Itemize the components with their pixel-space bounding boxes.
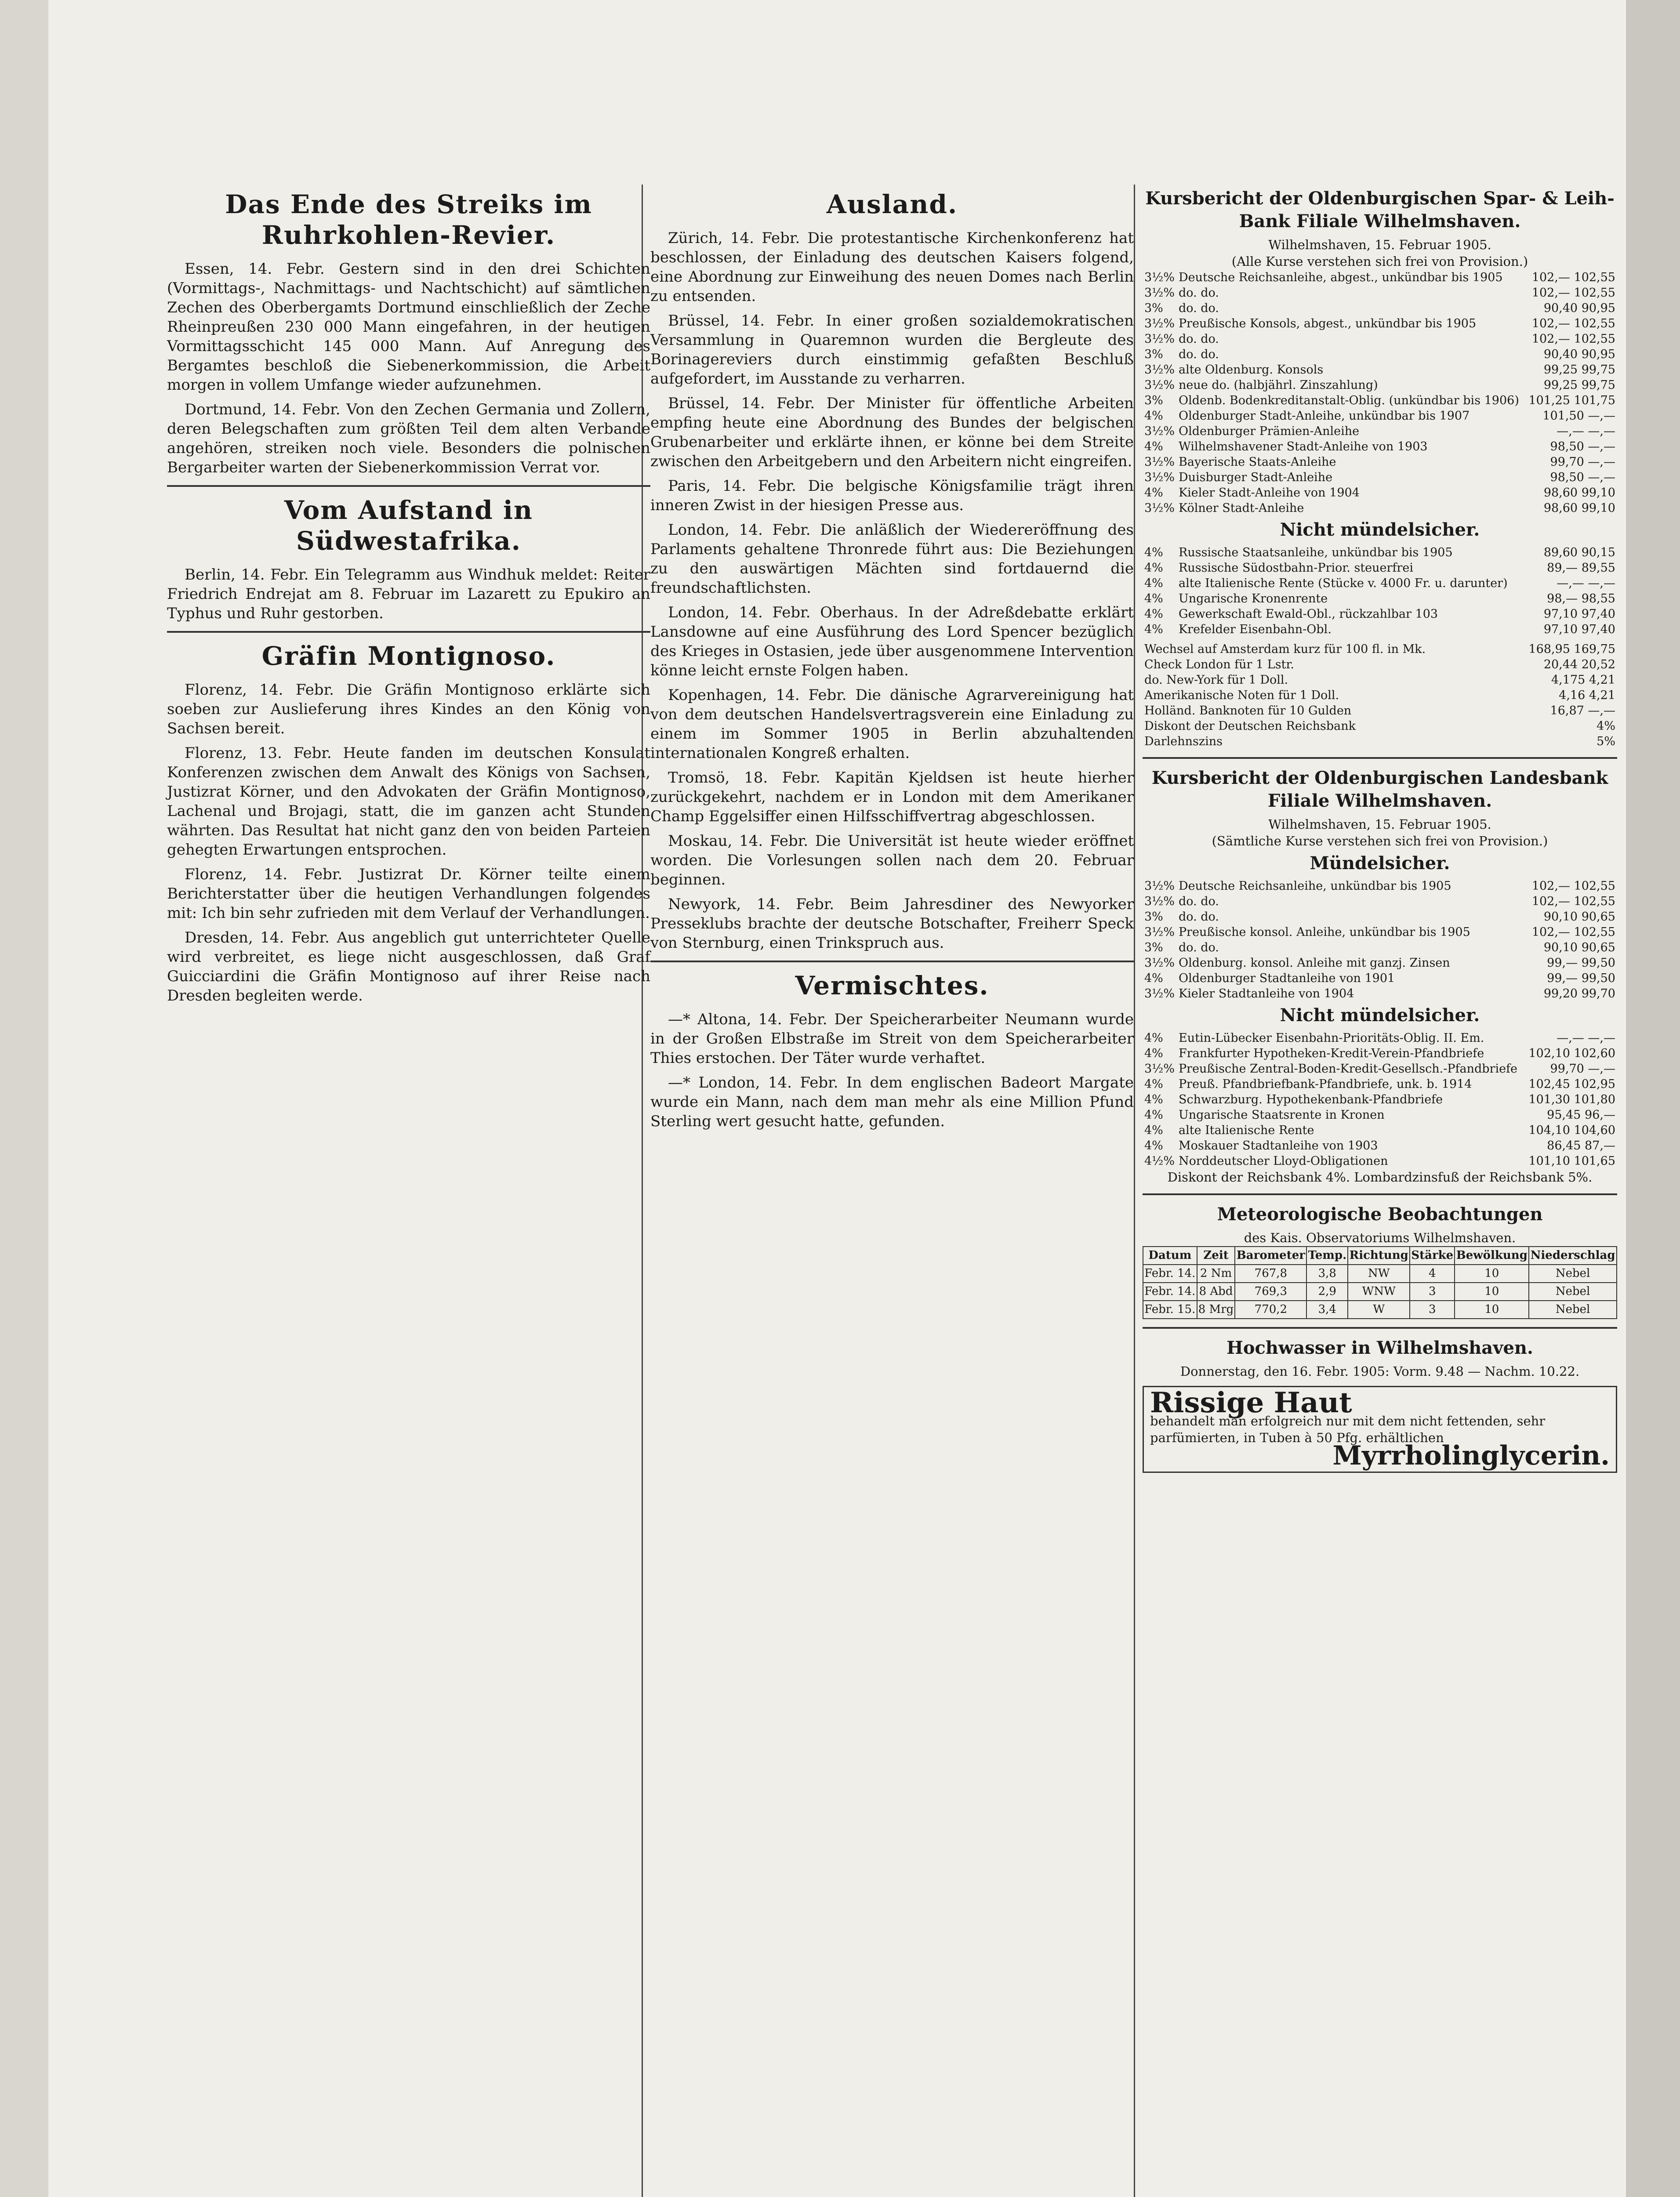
price-cell: 90,40 90,95 bbox=[1543, 348, 1615, 361]
security-name: do. do. bbox=[1179, 910, 1219, 924]
security-name: Russische Südostbahn-Prior. steuerfrei bbox=[1179, 561, 1413, 575]
security-name: Wilhelmshavener Stadt-Anleihe von 1903 bbox=[1179, 440, 1428, 453]
rate-cell: 4% bbox=[1144, 576, 1163, 590]
article-paragraph: Berlin, 14. Febr. Ein Telegramm aus Windhuk meldet: Reiter Friedrich Endrejat am 8. Februar im Lazarett zu Epukiro an Typhus und Ruhr gestorben. bbox=[167, 566, 650, 622]
rate-row bbox=[1143, 545, 1617, 560]
rate-cell: 3½% bbox=[1144, 879, 1175, 893]
rate-cell: 3% bbox=[1144, 301, 1163, 315]
rate-row bbox=[1143, 986, 1617, 1001]
security-name: alte Oldenburg. Konsols bbox=[1179, 363, 1324, 377]
separator bbox=[1143, 1327, 1617, 1329]
price-cell: 99,— 99,50 bbox=[1547, 956, 1615, 970]
headline-landesbank-report: Kursbericht der Oldenburgischen Landesbank Filiale Wilhelmshaven. bbox=[1151, 768, 1608, 811]
rate-cell: 4% bbox=[1144, 607, 1163, 621]
security-name: Kieler Stadt-Anleihe von 1904 bbox=[1179, 486, 1360, 500]
headline-meteorology: Meteorologische Beobachtungen bbox=[1217, 1204, 1543, 1225]
security-name: neue do. (halbjährl. Zinszahlung) bbox=[1179, 378, 1378, 392]
advertisement-box bbox=[1143, 1386, 1617, 1473]
security-name: Moskauer Stadtanleihe von 1903 bbox=[1179, 1139, 1378, 1153]
ad-text: behandelt man erfolgreich nur mit dem nicht fettenden, sehr parfümierten, in Tuben à 50 Pfg. erhältlichen bbox=[1150, 1414, 1546, 1445]
rate-cell: 3½% bbox=[1144, 956, 1175, 970]
security-name: do. do. bbox=[1179, 301, 1219, 315]
rate-row bbox=[1143, 909, 1617, 924]
security-name: do. do. bbox=[1179, 895, 1219, 908]
price-cell: 102,— 102,55 bbox=[1531, 332, 1615, 346]
rate-cell: 3½% bbox=[1144, 424, 1175, 438]
rate-row bbox=[1143, 500, 1617, 516]
rate-cell: 4% bbox=[1144, 409, 1163, 423]
price-cell: 101,50 —,— bbox=[1542, 409, 1615, 423]
price-cell: 99,70 —,— bbox=[1550, 1062, 1615, 1076]
weather-header: Zeit bbox=[1197, 1247, 1235, 1265]
weather-row bbox=[1143, 1265, 1617, 1283]
rate-row bbox=[1143, 470, 1617, 485]
price-cell: 102,— 102,55 bbox=[1531, 895, 1615, 908]
rate-cell: 3% bbox=[1144, 348, 1163, 361]
security-name: Duisburger Stadt-Anleihe bbox=[1179, 471, 1333, 484]
rate-cell: 3½% bbox=[1144, 455, 1175, 469]
headline-ruhr-strike: Das Ende des Streiks im Ruhrkohlen-Revier. bbox=[225, 189, 592, 250]
price-cell: 98,50 —,— bbox=[1550, 471, 1615, 484]
article-paragraph: Newyork, 14. Febr. Beim Jahresdiner des Newyorker Presseklubs brachte der deutsche Botschafter, Freiherr Speck von Sternburg, einen Trinkspruch aus. bbox=[650, 895, 1134, 952]
rate-row bbox=[1143, 894, 1617, 909]
rate-cell: 3½% bbox=[1144, 363, 1175, 377]
price-cell: 90,40 90,95 bbox=[1543, 301, 1615, 315]
rate-cell: 3½% bbox=[1144, 987, 1175, 1001]
rate-cell: 3% bbox=[1144, 910, 1163, 924]
rate-cell: 4% bbox=[1144, 1139, 1163, 1153]
rate-row bbox=[1143, 316, 1617, 331]
price-cell: 102,— 102,55 bbox=[1531, 879, 1615, 893]
security-name: Kieler Stadtanleihe von 1904 bbox=[1179, 987, 1354, 1001]
rate-cell: 3% bbox=[1144, 941, 1163, 954]
rate-row bbox=[1143, 393, 1617, 408]
price-cell: —,— —,— bbox=[1557, 424, 1615, 438]
rate-row bbox=[1143, 718, 1617, 734]
price-cell: 102,— 102,55 bbox=[1531, 286, 1615, 300]
price-cell: 16,87 —,— bbox=[1550, 704, 1615, 718]
rate-row bbox=[1143, 1030, 1617, 1046]
security-name: Preuß. Pfandbriefbank-Pfandbriefe, unk. b. 1914 bbox=[1179, 1077, 1472, 1091]
weather-header: Richtung bbox=[1348, 1247, 1410, 1265]
rate-cell: 4% bbox=[1144, 546, 1163, 559]
rate-row bbox=[1143, 560, 1617, 576]
price-cell: 102,— 102,55 bbox=[1531, 925, 1615, 939]
price-cell: 90,10 90,65 bbox=[1543, 910, 1615, 924]
weather-cell: WNW bbox=[1348, 1283, 1410, 1301]
rate-cell: 3½% bbox=[1144, 501, 1175, 515]
weather-cell: 10 bbox=[1455, 1301, 1529, 1319]
discount-note: Diskont der Reichsbank 4%. Lombardzinsfuß der Reichsbank 5%. bbox=[1167, 1170, 1593, 1185]
article-paragraph: Zürich, 14. Febr. Die protestantische Kirchenkonferenz hat beschlossen, der Einladung des deutschen Kaisers folgend, eine Abordnung zur Einweihung des neuen Domes nach Berlin zu entsenden. bbox=[650, 229, 1134, 305]
security-name: Oldenburger Stadtanleihe von 1901 bbox=[1179, 972, 1395, 985]
column-right bbox=[1143, 185, 1617, 1479]
price-cell: 104,10 104,60 bbox=[1528, 1124, 1615, 1137]
report-date: Wilhelmshaven, 15. Februar 1905. bbox=[1268, 237, 1491, 252]
price-cell: 4,16 4,21 bbox=[1559, 689, 1615, 702]
weather-header: Niederschlag bbox=[1529, 1247, 1617, 1265]
rate-cell: 3½% bbox=[1144, 1062, 1175, 1076]
weather-cell: 3,8 bbox=[1306, 1265, 1348, 1283]
rate-cell: 4% bbox=[1144, 1108, 1163, 1122]
meteorology-sub: des Kais. Observatoriums Wilhelmshaven. bbox=[1244, 1230, 1516, 1245]
weather-row bbox=[1143, 1301, 1617, 1319]
article-paragraph: Dortmund, 14. Febr. Von den Zechen Germania und Zollern, deren Belegschaften zum größten Teil dem alten Verbande angehören, streiken noch viele. Besonders die polnischen Bergarbeiter warten der Siebenerkommission Verrat vor. bbox=[167, 401, 650, 476]
price-cell: 102,— 102,55 bbox=[1531, 271, 1615, 284]
price-cell: 101,30 101,80 bbox=[1528, 1093, 1615, 1106]
price-cell: 99,25 99,75 bbox=[1543, 378, 1615, 392]
headline-ausland: Ausland. bbox=[826, 189, 958, 219]
article-paragraph: Paris, 14. Febr. Die belgische Königsfamilie trägt ihren inneren Zwist in der hiesigen Presse aus. bbox=[650, 477, 1134, 514]
rate-cell: 4% bbox=[1144, 1124, 1163, 1137]
price-cell: —,— —,— bbox=[1557, 1031, 1615, 1045]
price-cell: 89,60 90,15 bbox=[1543, 546, 1615, 559]
article-paragraph: Tromsö, 18. Febr. Kapitän Kjeldsen ist heute hierher zurückgekehrt, nachdem er in London mit dem Amerikaner Champ Eggelsiffer einen Hilfsschiffvertrag abgeschlossen. bbox=[650, 769, 1134, 825]
rate-cell: 3½% bbox=[1144, 332, 1175, 346]
security-name: Preußische Konsols, abgest., unkündbar bis 1905 bbox=[1179, 317, 1477, 330]
column-rule-2 bbox=[1134, 185, 1135, 2197]
weather-cell: 2,9 bbox=[1306, 1283, 1348, 1301]
weather-header: Barometer bbox=[1235, 1247, 1306, 1265]
exchange-table bbox=[1143, 642, 1617, 749]
rate-cell: 4% bbox=[1144, 561, 1163, 575]
price-cell: 4,175 4,21 bbox=[1551, 673, 1615, 687]
rates-table-4 bbox=[1143, 1030, 1617, 1169]
rate-row bbox=[1143, 642, 1617, 657]
security-name: do. New-York für 1 Doll. bbox=[1144, 673, 1288, 687]
weather-cell: NW bbox=[1348, 1265, 1410, 1283]
article-paragraph: —* London, 14. Febr. In dem englischen Badeort Margate wurde ein Mann, nach dem man mehr als eine Million Pfund Sterling wert gesucht hatte, gefunden. bbox=[650, 1074, 1134, 1130]
price-cell: 168,95 169,75 bbox=[1528, 642, 1615, 656]
rate-cell: 4% bbox=[1144, 1077, 1163, 1091]
rate-row bbox=[1143, 955, 1617, 971]
rate-row bbox=[1143, 270, 1617, 285]
ad-product: Myrrholinglycerin. bbox=[1332, 1440, 1610, 1471]
price-cell: 97,10 97,40 bbox=[1543, 607, 1615, 621]
price-cell: 101,10 101,65 bbox=[1528, 1154, 1615, 1168]
rate-row bbox=[1143, 672, 1617, 688]
security-name: do. do. bbox=[1179, 941, 1219, 954]
security-name: Oldenburger Stadt-Anleihe, unkündbar bis 1907 bbox=[1179, 409, 1470, 423]
security-name: Diskont der Deutschen Reichsbank bbox=[1144, 719, 1356, 733]
price-cell: 99,70 —,— bbox=[1550, 455, 1615, 469]
rate-row bbox=[1143, 485, 1617, 500]
report-note: (Alle Kurse verstehen sich frei von Provision.) bbox=[1231, 254, 1528, 269]
rate-cell: 3½% bbox=[1144, 471, 1175, 484]
rate-cell: 4½% bbox=[1144, 1154, 1175, 1168]
rate-cell: 3½% bbox=[1144, 925, 1175, 939]
rate-row bbox=[1143, 424, 1617, 439]
rates-table-1 bbox=[1143, 270, 1617, 516]
rate-row bbox=[1143, 1077, 1617, 1092]
rate-cell: 4% bbox=[1144, 972, 1163, 985]
weather-cell: 770,2 bbox=[1235, 1301, 1306, 1319]
weather-header: Bewölkung bbox=[1455, 1247, 1529, 1265]
rate-cell: 4% bbox=[1144, 440, 1163, 453]
rate-row bbox=[1143, 657, 1617, 672]
rate-row bbox=[1143, 1092, 1617, 1107]
page-left-edge bbox=[0, 0, 48, 2197]
subheading: Mündelsicher. bbox=[1310, 853, 1450, 874]
weather-table bbox=[1143, 1246, 1617, 1319]
book-spine bbox=[1626, 0, 1680, 2197]
rate-row bbox=[1143, 734, 1617, 749]
rate-cell: 4% bbox=[1144, 486, 1163, 500]
rate-row bbox=[1143, 591, 1617, 606]
security-name: do. do. bbox=[1179, 286, 1219, 300]
security-name: Norddeutscher Lloyd-Obligationen bbox=[1179, 1154, 1388, 1168]
price-cell: 4% bbox=[1597, 719, 1615, 733]
weather-cell: W bbox=[1348, 1301, 1410, 1319]
article-paragraph: London, 14. Febr. Oberhaus. In der Adreßdebatte erklärt Lansdowne auf eine Ausführung des Lord Spencer bezüglich des Krieges in Ostasien, jede über ausgenommene Intervention könne leicht ernste Folgen haben. bbox=[650, 604, 1134, 679]
article-paragraph: Brüssel, 14. Febr. In einer großen sozialdemokratischen Versammlung in Quaremnon wurden die Bergleute des Borinagereviers durch einstimmig gefaßten Beschluß aufgefordert, im Ausstande zu verharren. bbox=[650, 312, 1134, 388]
rate-cell: 3% bbox=[1144, 394, 1163, 407]
price-cell: 98,60 99,10 bbox=[1543, 486, 1615, 500]
separator bbox=[650, 961, 1134, 962]
weather-row bbox=[1143, 1283, 1617, 1301]
rate-cell: 3½% bbox=[1144, 286, 1175, 300]
weather-header: Temp. bbox=[1306, 1247, 1348, 1265]
article-paragraph: Florenz, 14. Febr. Justizrat Dr. Körner teilte einem Berichterstatter über die heutigen Verhandlungen folgendes mit: Ich bin sehr zufrieden mit dem Verlauf der Verhandlungen. bbox=[167, 866, 650, 922]
headline-tide: Hochwasser in Wilhelmshaven. bbox=[1226, 1338, 1533, 1358]
rate-row bbox=[1143, 1153, 1617, 1169]
article-paragraph: Moskau, 14. Febr. Die Universität ist heute wieder eröffnet worden. Die Vorlesungen sollen nach dem 20. Februar beginnen. bbox=[650, 832, 1134, 888]
security-name: Russische Staatsanleihe, unkündbar bis 1905 bbox=[1179, 546, 1453, 559]
subheading: Nicht mündelsicher. bbox=[1280, 519, 1480, 540]
price-cell: 97,10 97,40 bbox=[1543, 623, 1615, 636]
weather-cell: 3 bbox=[1410, 1301, 1455, 1319]
rate-cell: 3½% bbox=[1144, 271, 1175, 284]
weather-cell: 3 bbox=[1410, 1283, 1455, 1301]
security-name: Bayerische Staats-Anleihe bbox=[1179, 455, 1336, 469]
rate-row bbox=[1143, 688, 1617, 703]
rate-row bbox=[1143, 622, 1617, 637]
security-name: Deutsche Reichsanleihe, abgest., unkündbar bis 1905 bbox=[1179, 271, 1503, 284]
rate-row bbox=[1143, 1061, 1617, 1077]
rates-table-2 bbox=[1143, 545, 1617, 637]
report-date: Wilhelmshaven, 15. Februar 1905. bbox=[1268, 817, 1491, 832]
rate-cell: 3½% bbox=[1144, 378, 1175, 392]
headline-southwest-africa: Vom Aufstand in Südwestafrika. bbox=[284, 495, 533, 556]
rate-cell: 3½% bbox=[1144, 317, 1175, 330]
weather-cell: 10 bbox=[1455, 1283, 1529, 1301]
price-cell: 89,— 89,55 bbox=[1547, 561, 1615, 575]
price-cell: 5% bbox=[1597, 735, 1615, 748]
security-name: Preußische Zentral-Boden-Kredit-Gesellsch.-Pfandbriefe bbox=[1179, 1062, 1518, 1076]
rate-cell: 4% bbox=[1144, 1047, 1163, 1060]
rate-row bbox=[1143, 1123, 1617, 1138]
weather-cell: 767,8 bbox=[1235, 1265, 1306, 1283]
report-note: (Sämtliche Kurse verstehen sich frei von Provision.) bbox=[1212, 834, 1548, 848]
weather-cell: Nebel bbox=[1529, 1283, 1617, 1301]
security-name: Deutsche Reichsanleihe, unkündbar bis 1905 bbox=[1179, 879, 1451, 893]
rate-row bbox=[1143, 606, 1617, 622]
security-name: Frankfurter Hypotheken-Kredit-Verein-Pfandbriefe bbox=[1179, 1047, 1484, 1060]
price-cell: —,— —,— bbox=[1557, 576, 1615, 590]
rate-row bbox=[1143, 408, 1617, 424]
separator bbox=[167, 631, 650, 633]
article-paragraph: Brüssel, 14. Febr. Der Minister für öffentliche Arbeiten empfing heute eine Abordnung des Bundes der belgischen Grubenarbeiter und erklärte ihnen, er könne bei dem Streite zwischen den Arbeitgebern und den Arbeitern nicht eingreifen. bbox=[650, 395, 1134, 470]
separator bbox=[167, 485, 650, 487]
security-name: Kölner Stadt-Anleihe bbox=[1179, 501, 1304, 515]
security-name: Oldenburg. konsol. Anleihe mit ganzj. Zinsen bbox=[1179, 956, 1450, 970]
price-cell: 86,45 87,— bbox=[1547, 1139, 1615, 1153]
security-name: do. do. bbox=[1179, 332, 1219, 346]
rate-row bbox=[1143, 285, 1617, 301]
price-cell: 95,45 96,— bbox=[1547, 1108, 1615, 1122]
rate-row bbox=[1143, 377, 1617, 393]
column-middle bbox=[650, 185, 1134, 1136]
rate-row bbox=[1143, 301, 1617, 316]
rate-row bbox=[1143, 331, 1617, 347]
weather-header: Stärke bbox=[1410, 1247, 1455, 1265]
security-name: Ungarische Kronenrente bbox=[1179, 592, 1328, 605]
weather-cell: 10 bbox=[1455, 1265, 1529, 1283]
security-name: Gewerkschaft Ewald-Obl., rückzahlbar 103 bbox=[1179, 607, 1438, 621]
rate-row bbox=[1143, 924, 1617, 940]
article-paragraph: London, 14. Febr. Die anläßlich der Wiedereröffnung des Parlaments gehaltene Thronrede führt aus: Die Beziehungen zu den auswärtigen Mächten sind fortdauernd die freundschaftlichsten. bbox=[650, 521, 1134, 597]
article-paragraph: Florenz, 13. Febr. Heute fanden im deutschen Konsulat Konferenzen zwischen dem Anwalt des Königs von Sachsen, Justizrat Körner, und den Advokaten der Gräfin Montignoso, Lachenal und Brojagi, statt, die im ganzen acht Stunden währten. Das Resultat hat nicht ganz den von beiden Parteien gehegten Erwartungen entsprochen. bbox=[167, 744, 650, 859]
rate-row bbox=[1143, 439, 1617, 454]
security-name: alte Italienische Rente (Stücke v. 4000 Fr. u. darunter) bbox=[1179, 576, 1508, 590]
rate-row bbox=[1143, 454, 1617, 470]
weather-cell: Febr. 14. bbox=[1143, 1265, 1197, 1283]
security-name: Krefelder Eisenbahn-Obl. bbox=[1179, 623, 1332, 636]
rate-row bbox=[1143, 1138, 1617, 1153]
security-name: alte Italienische Rente bbox=[1179, 1124, 1314, 1137]
column-left bbox=[167, 185, 650, 1011]
weather-cell: Febr. 15. bbox=[1143, 1301, 1197, 1319]
rate-row bbox=[1143, 703, 1617, 718]
article-paragraph: Kopenhagen, 14. Febr. Die dänische Agrarvereinigung hat von dem deutschen Handelsvertragsverein eine Einladung zu einem im Sommer 1905 in Berlin abzuhaltenden internationalen Kongreß erhalten. bbox=[650, 686, 1134, 762]
article-paragraph: Florenz, 14. Febr. Die Gräfin Montignoso erklärte sich soeben zur Auslieferung ihres Kindes an den König von Sachsen bereit. bbox=[167, 681, 650, 737]
security-name: Oldenburger Prämien-Anleihe bbox=[1179, 424, 1360, 438]
rate-cell: 4% bbox=[1144, 592, 1163, 605]
rate-row bbox=[1143, 362, 1617, 377]
price-cell: 102,— 102,55 bbox=[1531, 317, 1615, 330]
rate-row bbox=[1143, 940, 1617, 955]
price-cell: 99,20 99,70 bbox=[1543, 987, 1615, 1001]
price-cell: 98,50 —,— bbox=[1550, 440, 1615, 453]
price-cell: 99,— 99,50 bbox=[1547, 972, 1615, 985]
separator bbox=[1143, 1193, 1617, 1195]
weather-cell: Febr. 14. bbox=[1143, 1283, 1197, 1301]
rate-row bbox=[1143, 347, 1617, 362]
security-name: Schwarzburg. Hypothekenbank-Pfandbriefe bbox=[1179, 1093, 1443, 1106]
rate-cell: 4% bbox=[1144, 1093, 1163, 1106]
price-cell: 102,45 102,95 bbox=[1528, 1077, 1615, 1091]
security-name: Oldenb. Bodenkreditanstalt-Oblig. (unkündbar bis 1906) bbox=[1179, 394, 1519, 407]
security-name: Preußische konsol. Anleihe, unkündbar bis 1905 bbox=[1179, 925, 1470, 939]
price-cell: 98,— 98,55 bbox=[1547, 592, 1615, 605]
price-cell: 98,60 99,10 bbox=[1543, 501, 1615, 515]
rate-row bbox=[1143, 1107, 1617, 1123]
weather-cell: 2 Nm bbox=[1197, 1265, 1235, 1283]
ad-headline: Rissige Haut bbox=[1150, 1386, 1352, 1419]
security-name: Holländ. Banknoten für 10 Gulden bbox=[1144, 704, 1352, 718]
weather-cell: Nebel bbox=[1529, 1265, 1617, 1283]
security-name: Ungarische Staatsrente in Kronen bbox=[1179, 1108, 1385, 1122]
rate-cell: 4% bbox=[1144, 1031, 1163, 1045]
tide-times: Donnerstag, den 16. Febr. 1905: Vorm. 9.48 — Nachm. 10.22. bbox=[1180, 1364, 1580, 1379]
article-paragraph: Essen, 14. Febr. Gestern sind in den drei Schichten (Vormittags-, Nachmittags- und Nachtschicht) auf sämtlichen Zechen des Oberbergamts Dortmund einschließlich der Zeche Rheinpreußen 230 000 Mann eingefahren, in der heutigen Vormittagsschicht 145 000 Mann. Auf Anregung des Bergamtes beschloß die Siebenerkommission, die Arbeit morgen in vollem Umfange wieder aufzunehmen. bbox=[167, 260, 650, 394]
price-cell: 102,10 102,60 bbox=[1528, 1047, 1615, 1060]
price-cell: 99,25 99,75 bbox=[1543, 363, 1615, 377]
rates-table-3 bbox=[1143, 878, 1617, 1001]
price-cell: 90,10 90,65 bbox=[1543, 941, 1615, 954]
security-name: Check London für 1 Lstr. bbox=[1144, 658, 1294, 671]
security-name: Eutin-Lübecker Eisenbahn-Prioritäts-Oblig. II. Em. bbox=[1179, 1031, 1484, 1045]
price-cell: 20,44 20,52 bbox=[1543, 658, 1615, 671]
weather-cell: 769,3 bbox=[1235, 1283, 1306, 1301]
weather-header: Datum bbox=[1143, 1247, 1197, 1265]
security-name: Amerikanische Noten für 1 Doll. bbox=[1144, 689, 1339, 702]
subheading: Nicht mündelsicher. bbox=[1280, 1005, 1480, 1026]
security-name: Wechsel auf Amsterdam kurz für 100 fl. in Mk. bbox=[1144, 642, 1426, 656]
weather-cell: 4 bbox=[1410, 1265, 1455, 1283]
rate-row bbox=[1143, 576, 1617, 591]
weather-cell: 8 Abd bbox=[1197, 1283, 1235, 1301]
article-paragraph: Dresden, 14. Febr. Aus angeblich gut unterrichteter Quelle wird verbreitet, es liege nicht ausgeschlossen, daß Graf Guicciardini die Gräfin Montignoso auf ihrer Reise nach Dresden begleiten werde. bbox=[167, 929, 650, 1004]
article-paragraph: —* Altona, 14. Febr. Der Speicherarbeiter Neumann wurde in der Großen Elbstraße im Streit von dem Speicherarbeiter Thies erstochen. Der Täter wurde verhaftet. bbox=[650, 1011, 1134, 1067]
rate-cell: 4% bbox=[1144, 623, 1163, 636]
headline-montignoso: Gräfin Montignoso. bbox=[261, 641, 556, 671]
rate-cell: 3½% bbox=[1144, 895, 1175, 908]
weather-cell: 3,4 bbox=[1306, 1301, 1348, 1319]
separator bbox=[1143, 757, 1617, 759]
headline-sparbank-report: Kursbericht der Oldenburgischen Spar- & Leih-Bank Filiale Wilhelmshaven. bbox=[1145, 188, 1615, 232]
security-name: do. do. bbox=[1179, 348, 1219, 361]
rate-row bbox=[1143, 1046, 1617, 1061]
headline-vermischtes: Vermischtes. bbox=[795, 971, 989, 1001]
rate-row bbox=[1143, 878, 1617, 894]
weather-cell: Nebel bbox=[1529, 1301, 1617, 1319]
rate-row bbox=[1143, 971, 1617, 986]
security-name: Darlehnszins bbox=[1144, 735, 1223, 748]
price-cell: 101,25 101,75 bbox=[1528, 394, 1615, 407]
weather-cell: 8 Mrg bbox=[1197, 1301, 1235, 1319]
